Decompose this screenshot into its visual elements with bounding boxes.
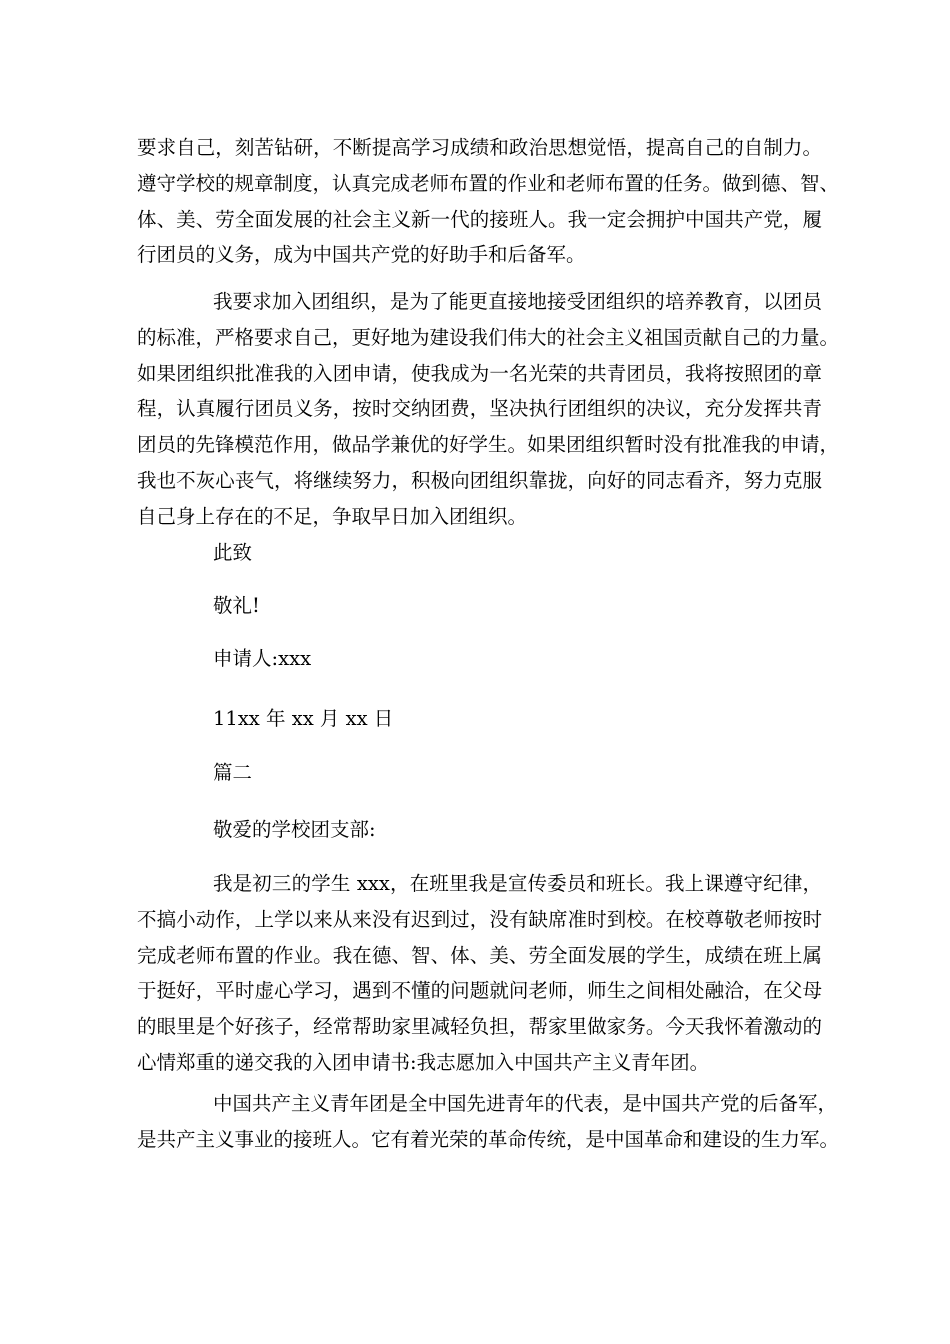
paragraph-line: 心情郑重的递交我的入团申请书:我志愿加入中国共产主义青年团。	[137, 1050, 710, 1074]
paragraph-line: 我是初三的学生 xxx，在班里我是宣传委员和班长。我上课遵守纪律，	[213, 872, 822, 895]
greeting-line: 敬爱的学校团支部:	[213, 818, 376, 841]
paragraph-line: 中国共产主义青年团是全中国先进青年的代表，是中国共产党的后备军，	[213, 1092, 838, 1115]
paragraph-line: 要求自己，刻苦钻研，不断提高学习成绩和政治思想觉悟，提高自己的自制力。	[137, 136, 822, 159]
salute-line: 敬礼!	[213, 594, 260, 617]
paragraph-line: 完成老师布置的作业。我在德、智、体、美、劳全面发展的学生，成绩在班上属	[137, 943, 822, 967]
closing-line: 此致	[213, 541, 253, 564]
paragraph-line: 我也不灰心丧气，将继续努力，积极向团组织靠拢，向好的同志看齐，努力克服	[137, 468, 822, 492]
paragraph-line: 体、美、劳全面发展的社会主义新一代的接班人。我一定会拥护中国共产党，履	[137, 207, 822, 231]
paragraph-1	[137, 130, 840, 273]
paragraph-line: 行团员的义务，成为中国共产党的好助手和后备军。	[137, 243, 586, 267]
paragraph-line: 程，认真履行团员义务，按时交纳团费，坚决执行团组织的决议，充分发挥共青	[137, 397, 822, 421]
paragraph-line: 团员的先锋模范作用，做品学兼优的好学生。如果团组织暂时没有批准我的申请，	[137, 433, 840, 457]
paragraph-3	[137, 866, 822, 1081]
paragraph-2	[137, 284, 840, 535]
paragraph-4	[137, 1086, 840, 1158]
section-heading: 篇二	[213, 761, 253, 784]
paragraph-line: 如果团组织批准我的入团申请，使我成为一名光荣的共青团员，我将按照团的章	[137, 361, 822, 385]
date-line: 11xx 年 xx 月 xx 日	[213, 707, 394, 730]
paragraph-line: 的眼里是个好孩子，经常帮助家里减轻负担，帮家里做家务。今天我怀着激动的	[137, 1015, 822, 1039]
paragraph-line: 遵守学校的规章制度，认真完成老师布置的作业和老师布置的任务。做到德、智、	[137, 171, 840, 195]
paragraph-line: 我要求加入团组织，是为了能更直接地接受团组织的培养教育，以团员	[213, 290, 822, 313]
paragraph-line: 于挺好，平时虚心学习，遇到不懂的问题就问老师，师生之间相处融洽，在父母	[137, 979, 822, 1003]
paragraph-line: 是共产主义事业的接班人。它有着光荣的革命传统，是中国革命和建设的生力军。	[137, 1127, 840, 1151]
paragraph-line: 的标准，严格要求自己，更好地为建设我们伟大的社会主义祖国贡献自己的力量。	[137, 325, 840, 349]
paragraph-line: 自己身上存在的不足，争取早日加入团组织。	[137, 504, 528, 528]
applicant-line: 申请人:xxx	[213, 647, 312, 670]
paragraph-line: 不搞小动作，上学以来从来没有迟到过，没有缺席准时到校。在校尊敬老师按时	[137, 907, 822, 931]
